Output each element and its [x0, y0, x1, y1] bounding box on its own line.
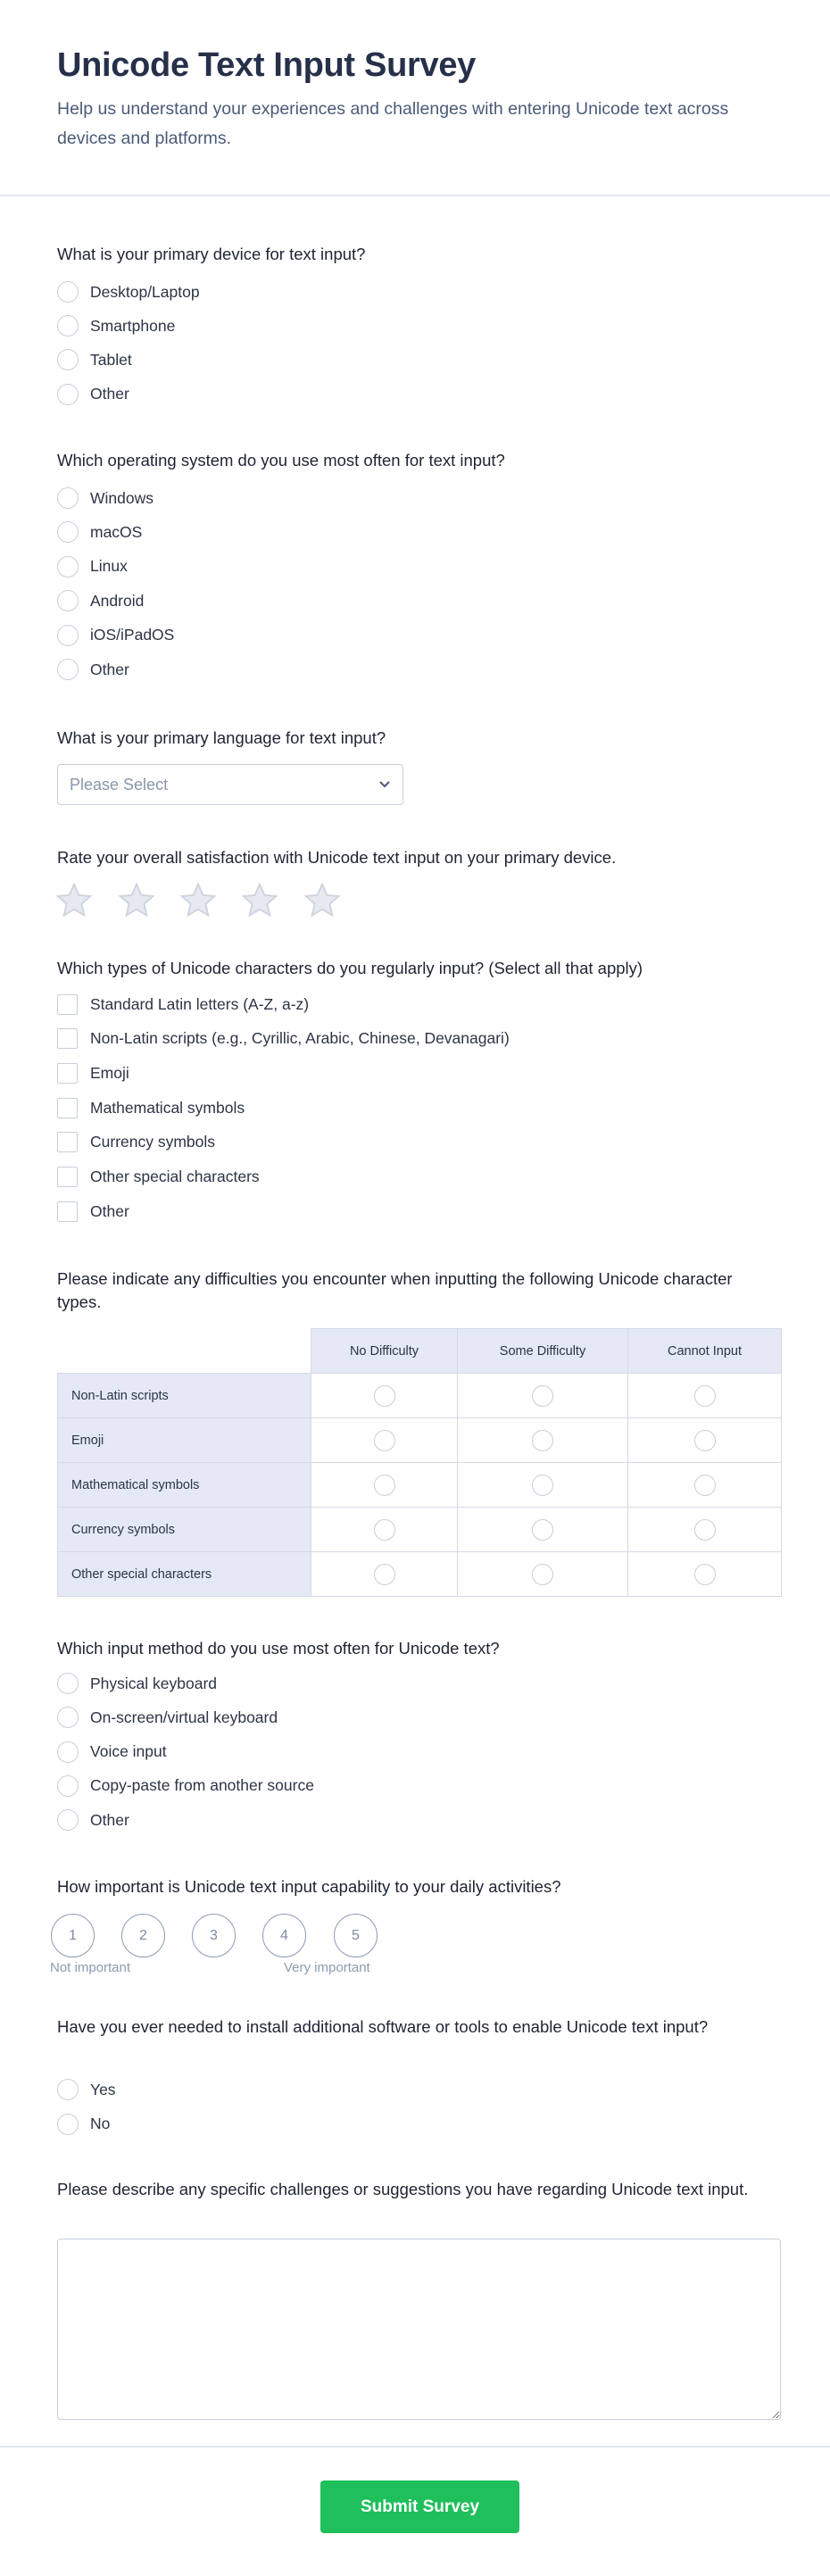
- matrix-cell: [458, 1374, 628, 1418]
- matrix-cell: [628, 1418, 782, 1463]
- radio-button[interactable]: [57, 349, 79, 370]
- q5-option-label: Emoji: [90, 1063, 129, 1082]
- star-rating-icon[interactable]: [240, 881, 279, 920]
- radio-button[interactable]: [374, 1385, 395, 1407]
- radio-button[interactable]: [57, 1673, 79, 1694]
- radio-button[interactable]: [694, 1385, 716, 1407]
- q7-option-label: Physical keyboard: [90, 1674, 218, 1692]
- q1-option[interactable]: [57, 280, 200, 303]
- q7-option-label: On-screen/virtual keyboard: [90, 1708, 278, 1726]
- q2-option-label: Android: [90, 591, 145, 610]
- matrix-column-header: No Difficulty: [311, 1329, 458, 1374]
- radio-button[interactable]: [694, 1430, 716, 1451]
- matrix-cell: [628, 1508, 782, 1552]
- matrix-cell: [458, 1418, 628, 1463]
- star-rating-icon[interactable]: [54, 881, 94, 920]
- radio-button[interactable]: [374, 1519, 395, 1541]
- q2-option-label: Windows: [90, 488, 154, 507]
- radio-button[interactable]: [57, 1707, 79, 1728]
- radio-button[interactable]: [374, 1475, 395, 1496]
- page-subtitle: Help us understand your experiences and challenges with entering Unicode text across devices and platforms.: [57, 99, 729, 148]
- scale-option-1[interactable]: 1: [51, 1914, 95, 1957]
- star-rating-icon[interactable]: [303, 881, 342, 920]
- q2-option[interactable]: [57, 658, 129, 681]
- q7-option-label: Copy-paste from another source: [90, 1776, 314, 1795]
- q3-label: What is your primary language for text input?: [57, 728, 386, 747]
- matrix-cell: [458, 1463, 628, 1508]
- q7-option[interactable]: [57, 1706, 278, 1729]
- checkbox[interactable]: [57, 1132, 78, 1152]
- radio-button[interactable]: [57, 315, 79, 337]
- chevron-down-icon: [378, 780, 391, 789]
- checkbox[interactable]: [57, 1098, 78, 1118]
- q2-option-label: Linux: [90, 557, 128, 576]
- radio-button[interactable]: [374, 1564, 395, 1585]
- language-select[interactable]: [57, 764, 403, 805]
- scale-option-3[interactable]: 3: [192, 1914, 236, 1957]
- matrix-cell: [628, 1552, 782, 1597]
- radio-button[interactable]: [57, 487, 79, 509]
- q5-option[interactable]: [57, 1166, 260, 1189]
- footer-divider: [0, 2446, 830, 2447]
- q5-option[interactable]: [57, 1061, 129, 1084]
- star-rating-icon[interactable]: [178, 881, 218, 920]
- matrix-cell: [311, 1374, 458, 1418]
- q1-label: What is your primary device for text input?: [57, 245, 366, 263]
- matrix-row: [58, 1374, 782, 1418]
- q2-option[interactable]: [57, 589, 144, 612]
- matrix-cell: [628, 1463, 782, 1508]
- checkbox[interactable]: [57, 1201, 78, 1222]
- q2-option-label: macOS: [90, 522, 143, 541]
- radio-button[interactable]: [57, 281, 79, 303]
- matrix-cell: [311, 1552, 458, 1597]
- q5-option-label: Mathematical symbols: [90, 1098, 245, 1117]
- scale-low-label: Not important: [50, 1960, 131, 1975]
- scale-option-5[interactable]: 5: [334, 1914, 378, 1957]
- matrix-row: [58, 1463, 782, 1508]
- q7-option[interactable]: [57, 1672, 217, 1695]
- q2-option[interactable]: [57, 520, 142, 544]
- q10-label: Please describe any specific challenges or suggestions you have regarding Unicode text input.: [57, 2180, 749, 2198]
- submit-survey-button[interactable]: Submit Survey: [320, 2480, 519, 2533]
- q1-option[interactable]: [57, 314, 175, 337]
- q5-option-label: Other special characters: [90, 1168, 260, 1185]
- radio-button[interactable]: [532, 1385, 553, 1407]
- matrix-cell: [311, 1463, 458, 1508]
- q7-option-label: Other: [90, 1810, 129, 1829]
- checkbox[interactable]: [57, 1028, 78, 1049]
- radio-button[interactable]: [57, 2079, 79, 2100]
- q5-option[interactable]: [57, 1131, 215, 1154]
- matrix-cell: [458, 1552, 628, 1597]
- header-divider: [0, 195, 830, 196]
- q7-label: Which input method do you use most often for Unicode text?: [57, 1639, 500, 1658]
- matrix-row-label: Emoji: [58, 1418, 311, 1463]
- radio-button[interactable]: [532, 1430, 553, 1451]
- radio-button[interactable]: [57, 590, 79, 611]
- radio-button[interactable]: [57, 1809, 79, 1831]
- radio-button[interactable]: [57, 2114, 79, 2135]
- q5-option[interactable]: [57, 1096, 245, 1119]
- q2-label: Which operating system do you use most often for text input?: [57, 451, 505, 469]
- matrix-row-label: Non-Latin scripts: [58, 1374, 311, 1418]
- q5-option[interactable]: [57, 1027, 510, 1051]
- scale-high-label: Very important: [284, 1960, 370, 1975]
- q5-option[interactable]: [57, 993, 309, 1016]
- radio-button[interactable]: [57, 521, 79, 543]
- q1-option-label: Tablet: [90, 350, 132, 369]
- q5-label: Which types of Unicode characters do you regularly input? (Select all that apply): [57, 959, 643, 977]
- q5-option-label: Currency symbols: [90, 1133, 216, 1151]
- q1-option-label: Desktop/Laptop: [90, 282, 200, 301]
- radio-button[interactable]: [374, 1430, 395, 1451]
- page-title: Unicode Text Input Survey: [57, 46, 476, 84]
- q4-label: Rate your overall satisfaction with Unicode text input on your primary device.: [57, 848, 617, 867]
- language-select-placeholder: Please Select: [70, 775, 169, 794]
- q5-option-label: Other: [90, 1201, 129, 1220]
- scale-option-2[interactable]: 2: [121, 1914, 165, 1957]
- q6-label: Please indicate any difficulties you encounter when inputting the following Unicode character types.: [57, 1269, 733, 1311]
- q7-option[interactable]: [57, 1774, 314, 1798]
- q2-option-label: iOS/iPadOS: [90, 626, 175, 644]
- matrix-row: [58, 1418, 782, 1463]
- scale-option-4[interactable]: 4: [262, 1914, 306, 1957]
- q9-option-label: No: [90, 2115, 111, 2132]
- q9-option[interactable]: [57, 2113, 110, 2136]
- matrix-column-header: Some Difficulty: [458, 1329, 628, 1374]
- checkbox[interactable]: [57, 994, 78, 1015]
- q5-option[interactable]: [57, 1200, 129, 1223]
- q7-option[interactable]: [57, 1808, 129, 1832]
- radio-button[interactable]: [57, 659, 79, 680]
- q2-option[interactable]: [57, 555, 128, 578]
- radio-button[interactable]: [57, 384, 79, 405]
- q1-option-label: Smartphone: [90, 316, 176, 335]
- q2-option[interactable]: [57, 486, 154, 510]
- radio-button[interactable]: [694, 1519, 716, 1541]
- q2-option[interactable]: [57, 624, 174, 647]
- checkbox[interactable]: [57, 1063, 78, 1084]
- q9-label: Have you ever needed to install additional software or tools to enable Unicode text input?: [57, 2017, 709, 2036]
- q7-option-label: Voice input: [90, 1742, 167, 1761]
- comments-textarea[interactable]: [57, 2239, 781, 2420]
- matrix-cell: [628, 1374, 782, 1418]
- matrix-cell: [311, 1508, 458, 1552]
- q7-option[interactable]: [57, 1741, 167, 1764]
- q5-option-label: Non-Latin scripts (e.g., Cyrillic, Arabic, Chinese, Devanagari): [90, 1029, 510, 1048]
- radio-button[interactable]: [57, 556, 79, 578]
- q1-option[interactable]: [57, 383, 129, 406]
- matrix-row-label: Other special characters: [58, 1552, 311, 1597]
- difficulty-matrix: [57, 1328, 782, 1597]
- matrix-corner: [58, 1329, 311, 1374]
- q8-label: How important is Unicode text input capability to your daily activities?: [57, 1877, 561, 1896]
- radio-button[interactable]: [57, 1741, 79, 1763]
- radio-button[interactable]: [532, 1475, 553, 1496]
- matrix-row: [58, 1552, 782, 1597]
- radio-button[interactable]: [532, 1564, 553, 1585]
- checkbox[interactable]: [57, 1167, 78, 1187]
- matrix-column-header: Cannot Input: [628, 1329, 782, 1374]
- q9-option[interactable]: [57, 2078, 116, 2101]
- q9-option-label: Yes: [90, 2080, 116, 2098]
- q2-option-label: Other: [90, 660, 129, 678]
- radio-button[interactable]: [694, 1564, 716, 1585]
- q1-option-label: Other: [90, 385, 129, 403]
- radio-button[interactable]: [57, 625, 79, 646]
- q5-option-label: Standard Latin letters (A-Z, a-z): [90, 994, 310, 1013]
- matrix-row: [58, 1508, 782, 1552]
- matrix-cell: [458, 1508, 628, 1552]
- radio-button[interactable]: [694, 1475, 716, 1496]
- matrix-row-label: Currency symbols: [58, 1508, 311, 1552]
- matrix-row-label: Mathematical symbols: [58, 1463, 311, 1508]
- star-rating-icon[interactable]: [117, 881, 156, 920]
- radio-button[interactable]: [532, 1519, 553, 1541]
- radio-button[interactable]: [57, 1775, 79, 1797]
- matrix-cell: [311, 1418, 458, 1463]
- q1-option[interactable]: [57, 348, 132, 371]
